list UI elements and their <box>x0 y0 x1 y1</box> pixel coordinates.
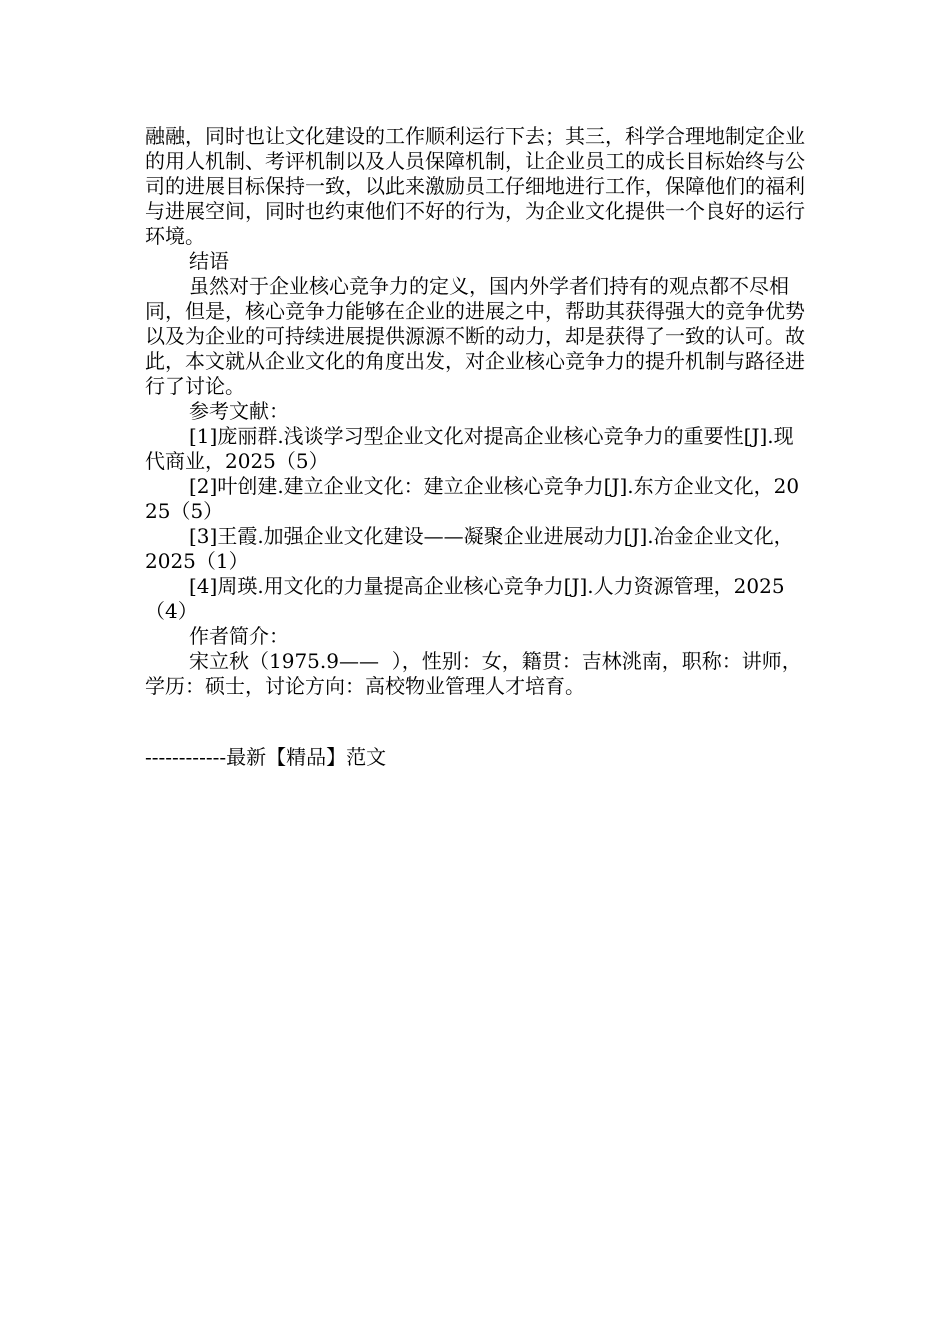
document-body <box>145 124 805 699</box>
reference-item-4: [4]周瑛.用文化的力量提高企业核心竞争力[J].人力资源管理，2025（4） <box>145 574 785 623</box>
section-heading-author: 作者简介： <box>189 624 289 648</box>
reference-item-2: [2]叶创建.建立企业文化：建立企业核心竞争力[J].东方企业文化，2025（5） <box>145 474 800 523</box>
reference-item-1: [1]庞丽群.浅谈学习型企业文化对提高企业核心竞争力的重要性[J].现代商业，2025（5） <box>145 424 794 473</box>
reference-item-3: [3]王霞.加强企业文化建设——凝聚企业进展动力[J].冶金企业文化，2025（1） <box>145 524 794 573</box>
author-bio: 宋立秋（1975.9—— ），性别：女，籍贯：吉林洮南，职称：讲师，学历：硕士，讨论方向：高校物业管理人才培育。 <box>145 649 802 698</box>
paragraph-continuation: 融融，同时也让文化建设的工作顺利运行下去；其三，科学合理地制定企业的用人机制、考评机制以及人员保障机制，让企业员工的成长目标始终与公司的进展目标保持一致，以此来激励员工仔细地进行工作，保障他们的福利与进展空间，同时也约束他们不好的行为，为企业文化提供一个良好的运行环境。 <box>145 124 805 248</box>
section-heading-conclusion: 结语 <box>189 249 229 273</box>
paragraph-conclusion: 虽然对于企业核心竞争力的定义，国内外学者们持有的观点都不尽相同，但是，核心竞争力能够在企业的进展之中，帮助其获得强大的竞争优势以及为企业的可持续进展提供源源不断的动力，却是获得了一致的认可。故此，本文就从企业文化的角度出发，对企业核心竞争力的提升机制与路径进行了讨论。 <box>145 274 805 398</box>
section-heading-references: 参考文献： <box>189 399 289 423</box>
page-footer: ------------最新【精品】范文 <box>145 745 387 769</box>
